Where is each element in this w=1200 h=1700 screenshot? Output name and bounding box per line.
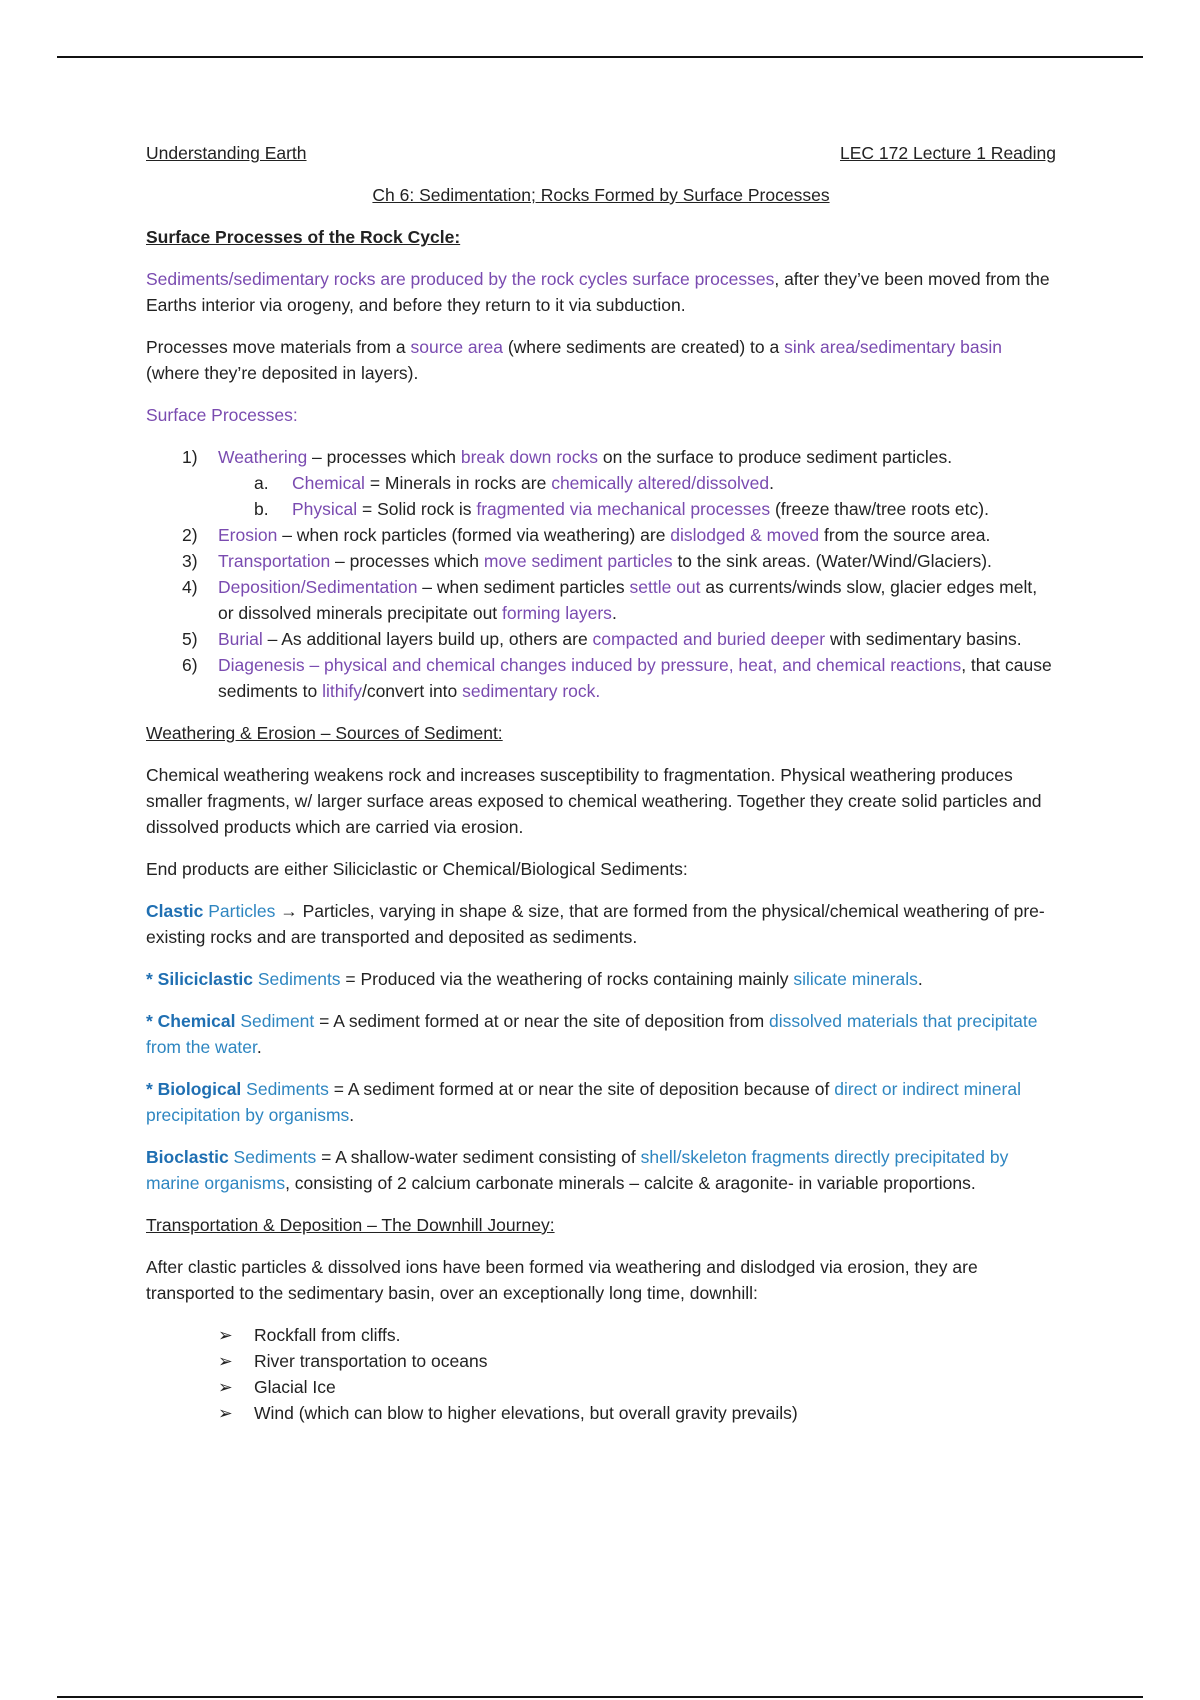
list-item: ➢ Rockfall from cliffs. [218, 1322, 1056, 1348]
definition-siliciclastic: * Siliciclastic Sediments = Produced via the weathering of rocks containing mainly silicate minerals. [146, 969, 923, 989]
sub-item: a. Chemical = Minerals in rocks are chemically altered/dissolved. [254, 473, 774, 493]
bottom-rule [57, 1696, 1143, 1698]
list-item: ➢ River transportation to oceans [218, 1348, 1056, 1374]
section-heading: Weathering & Erosion – Sources of Sediment: [146, 723, 503, 743]
chapter-title: Ch 6: Sedimentation; Rocks Formed by Surface Processes [372, 185, 830, 205]
definition-chemical: * Chemical Sediment = A sediment formed at or near the site of deposition from dissolved materials that precipitate from the water. [146, 1011, 1038, 1057]
document-page [146, 140, 1056, 1426]
arrow-bullet-icon: ➢ [218, 1403, 233, 1423]
paragraph: End products are either Siliciclastic or Chemical/Biological Sediments: [146, 859, 688, 879]
section-heading: Transportation & Deposition – The Downhill Journey: [146, 1215, 555, 1235]
list-item: 4) Deposition/Sedimentation – when sediment particles settle out as currents/winds slow, glacier edges melt, or dissolved minerals precipitate out forming layers. [182, 577, 1038, 623]
definition-clastic: Clastic Particles → Particles, varying in shape & size, that are formed from the physical/chemical weathering of pre-existing rocks and are transported and deposited as sediments. [146, 901, 1045, 947]
paragraph: Sediments/sedimentary rocks are produced by the rock cycles surface processes, after they’ve been moved from the Earths interior via orogeny, and before they return to it via subduction. [146, 269, 1050, 315]
arrow-bullet-icon: ➢ [218, 1325, 233, 1345]
surface-processes-list [146, 444, 1056, 704]
paragraph: Processes move materials from a source area (where sediments are created) to a sink area/sedimentary basin (where they’re deposited in layers). [146, 337, 1002, 383]
paragraph: After clastic particles & dissolved ions have been formed via weathering and dislodged via erosion, they are transported to the sedimentary basin, over an exceptionally long time, downhill: [146, 1257, 978, 1303]
header-right: LEC 172 Lecture 1 Reading [840, 143, 1056, 163]
list-item: ➢ Glacial Ice [218, 1374, 1056, 1400]
paragraph: Chemical weathering weakens rock and increases susceptibility to fragmentation. Physical weathering produces smaller fragments, w/ larger surface areas exposed to chemical weathering. Together they create solid particles and dissolved products which are carried via erosion. [146, 765, 1042, 837]
list-title: Surface Processes: [146, 405, 298, 425]
list-item: ➢ Wind (which can blow to higher elevations, but overall gravity prevails) [218, 1400, 1056, 1426]
sub-item: b. Physical = Solid rock is fragmented via mechanical processes (freeze thaw/tree roots etc). [254, 499, 989, 519]
definition-bioclastic: Bioclastic Sediments = A shallow-water sediment consisting of shell/skeleton fragments directly precipitated by marine organisms, consisting of 2 calcium carbonate minerals – calcite & aragonite- in variable proportions. [146, 1147, 1009, 1193]
transport-list [146, 1322, 1056, 1426]
list-item: 3) Transportation – processes which move sediment particles to the sink areas. (Water/Wind/Glaciers). [182, 551, 992, 571]
list-item: 2) Erosion – when rock particles (formed via weathering) are dislodged & moved from the source area. [182, 525, 991, 545]
header-left: Understanding Earth [146, 143, 307, 163]
list-item: 6) Diagenesis – physical and chemical changes induced by pressure, heat, and chemical reactions, that cause sediments to lithify/convert into sedimentary rock. [182, 655, 1052, 701]
top-rule [57, 56, 1143, 58]
definition-biological: * Biological Sediments = A sediment formed at or near the site of deposition because of direct or indirect mineral precipitation by organisms. [146, 1079, 1021, 1125]
section-heading: Surface Processes of the Rock Cycle: [146, 227, 461, 247]
list-item: 1) Weathering – processes which break down rocks on the surface to produce sediment particles. [182, 447, 953, 467]
arrow-bullet-icon: ➢ [218, 1377, 233, 1397]
header-row [146, 140, 1056, 166]
arrow-bullet-icon: ➢ [218, 1351, 233, 1371]
list-item: 5) Burial – As additional layers build up, others are compacted and buried deeper with sedimentary basins. [182, 629, 1022, 649]
